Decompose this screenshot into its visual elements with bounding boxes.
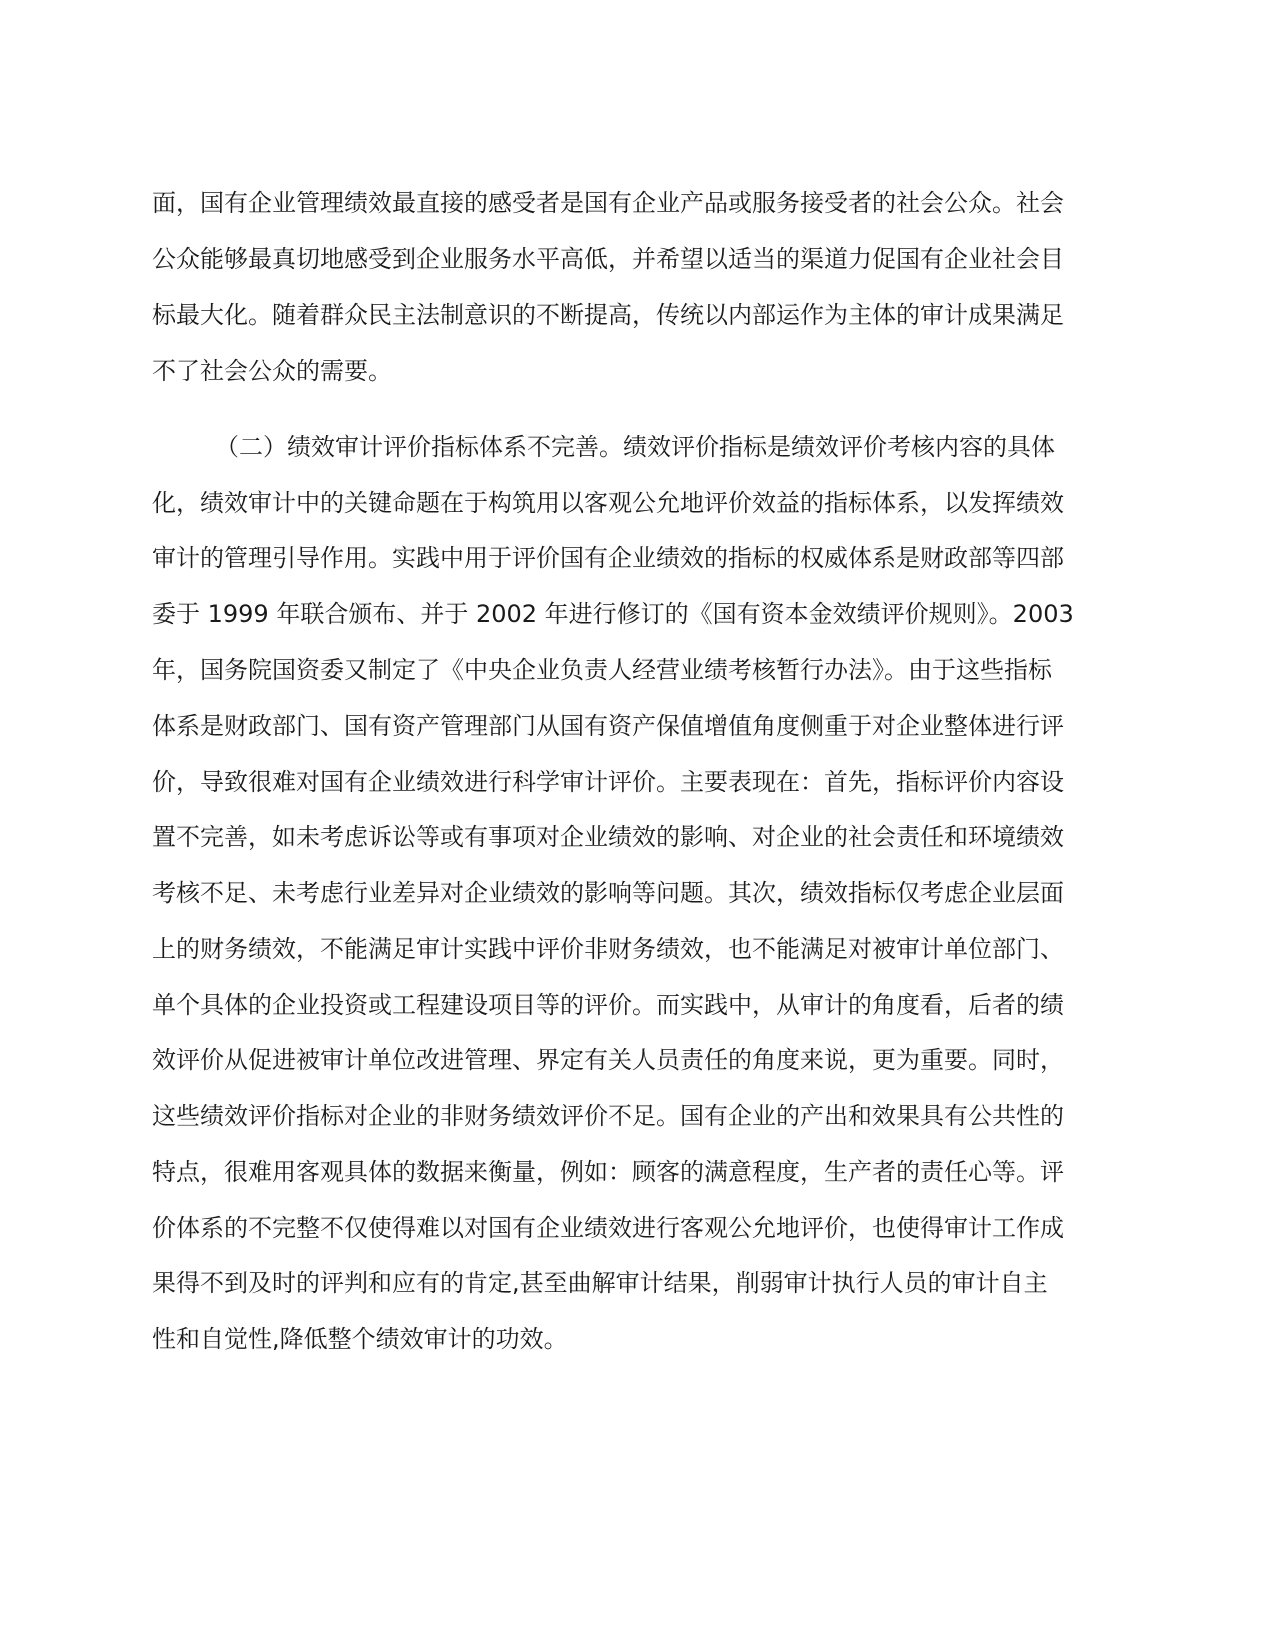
body-text-line: 标最大化。随着群众民主法制意识的不断提高，传统以内部运作为主体的审计成果满足 xyxy=(152,301,1064,329)
body-text-line: 公众能够最真切地感受到企业服务水平高低，并希望以适当的渠道力促国有企业社会目 xyxy=(152,245,1064,273)
body-text-line: 年，国务院国资委又制定了《中央企业负责人经营业绩考核暂行办法》。由于这些指标 xyxy=(152,656,1052,684)
body-text-line: 价，导致很难对国有企业绩效进行科学审计评价。主要表现在：首先，指标评价内容设 xyxy=(152,768,1064,796)
body-text-line: 上的财务绩效，不能满足审计实践中评价非财务绩效，也不能满足对被审计单位部门、 xyxy=(152,935,1064,963)
body-text-line: 特点，很难用客观具体的数据来衡量，例如：顾客的满意程度，生产者的责任心等。评 xyxy=(152,1158,1064,1186)
body-text-line: 这些绩效评价指标对企业的非财务绩效评价不足。国有企业的产出和效果具有公共性的 xyxy=(152,1102,1064,1130)
body-text-line: 化，绩效审计中的关键命题在于构筑用以客观公允地评价效益的指标体系，以发挥绩效 xyxy=(152,489,1064,517)
body-text-line: 置不完善，如未考虑诉讼等或有事项对企业绩效的影响、对企业的社会责任和环境绩效 xyxy=(152,823,1064,851)
body-text-line: 单个具体的企业投资或工程建设项目等的评价。而实践中，从审计的角度看，后者的绩 xyxy=(152,991,1064,1019)
body-text-line: 审计的管理引导作用。实践中用于评价国有企业绩效的指标的权威体系是财政部等四部 xyxy=(152,544,1064,572)
body-text-line: 果得不到及时的评判和应有的肯定,甚至曲解审计结果，削弱审计执行人员的审计自主 xyxy=(152,1269,1048,1297)
body-text-line: 不了社会公众的需要。 xyxy=(152,357,392,385)
body-text-line: 体系是财政部门、国有资产管理部门从国有资产保值增值角度侧重于对企业整体进行评 xyxy=(152,712,1064,740)
body-text-line: 委于 1999 年联合颁布、并于 2002 年进行修订的《国有资本金效绩评价规则》。2003 xyxy=(152,600,1074,628)
body-text-line: 面，国有企业管理绩效最直接的感受者是国有企业产品或服务接受者的社会公众。社会 xyxy=(152,189,1064,217)
section-heading-line: （二）绩效审计评价指标体系不完善。绩效评价指标是绩效评价考核内容的具体 xyxy=(215,433,1055,461)
body-text-line: 考核不足、未考虑行业差异对企业绩效的影响等问题。其次，绩效指标仅考虑企业层面 xyxy=(152,879,1064,907)
body-text-line: 效评价从促进被审计单位改进管理、界定有关人员责任的角度来说，更为重要。同时， xyxy=(152,1046,1064,1074)
body-text-line: 价体系的不完整不仅使得难以对国有企业绩效进行客观公允地评价，也使得审计工作成 xyxy=(152,1214,1064,1242)
body-text-line: 性和自觉性,降低整个绩效审计的功效。 xyxy=(152,1325,568,1353)
